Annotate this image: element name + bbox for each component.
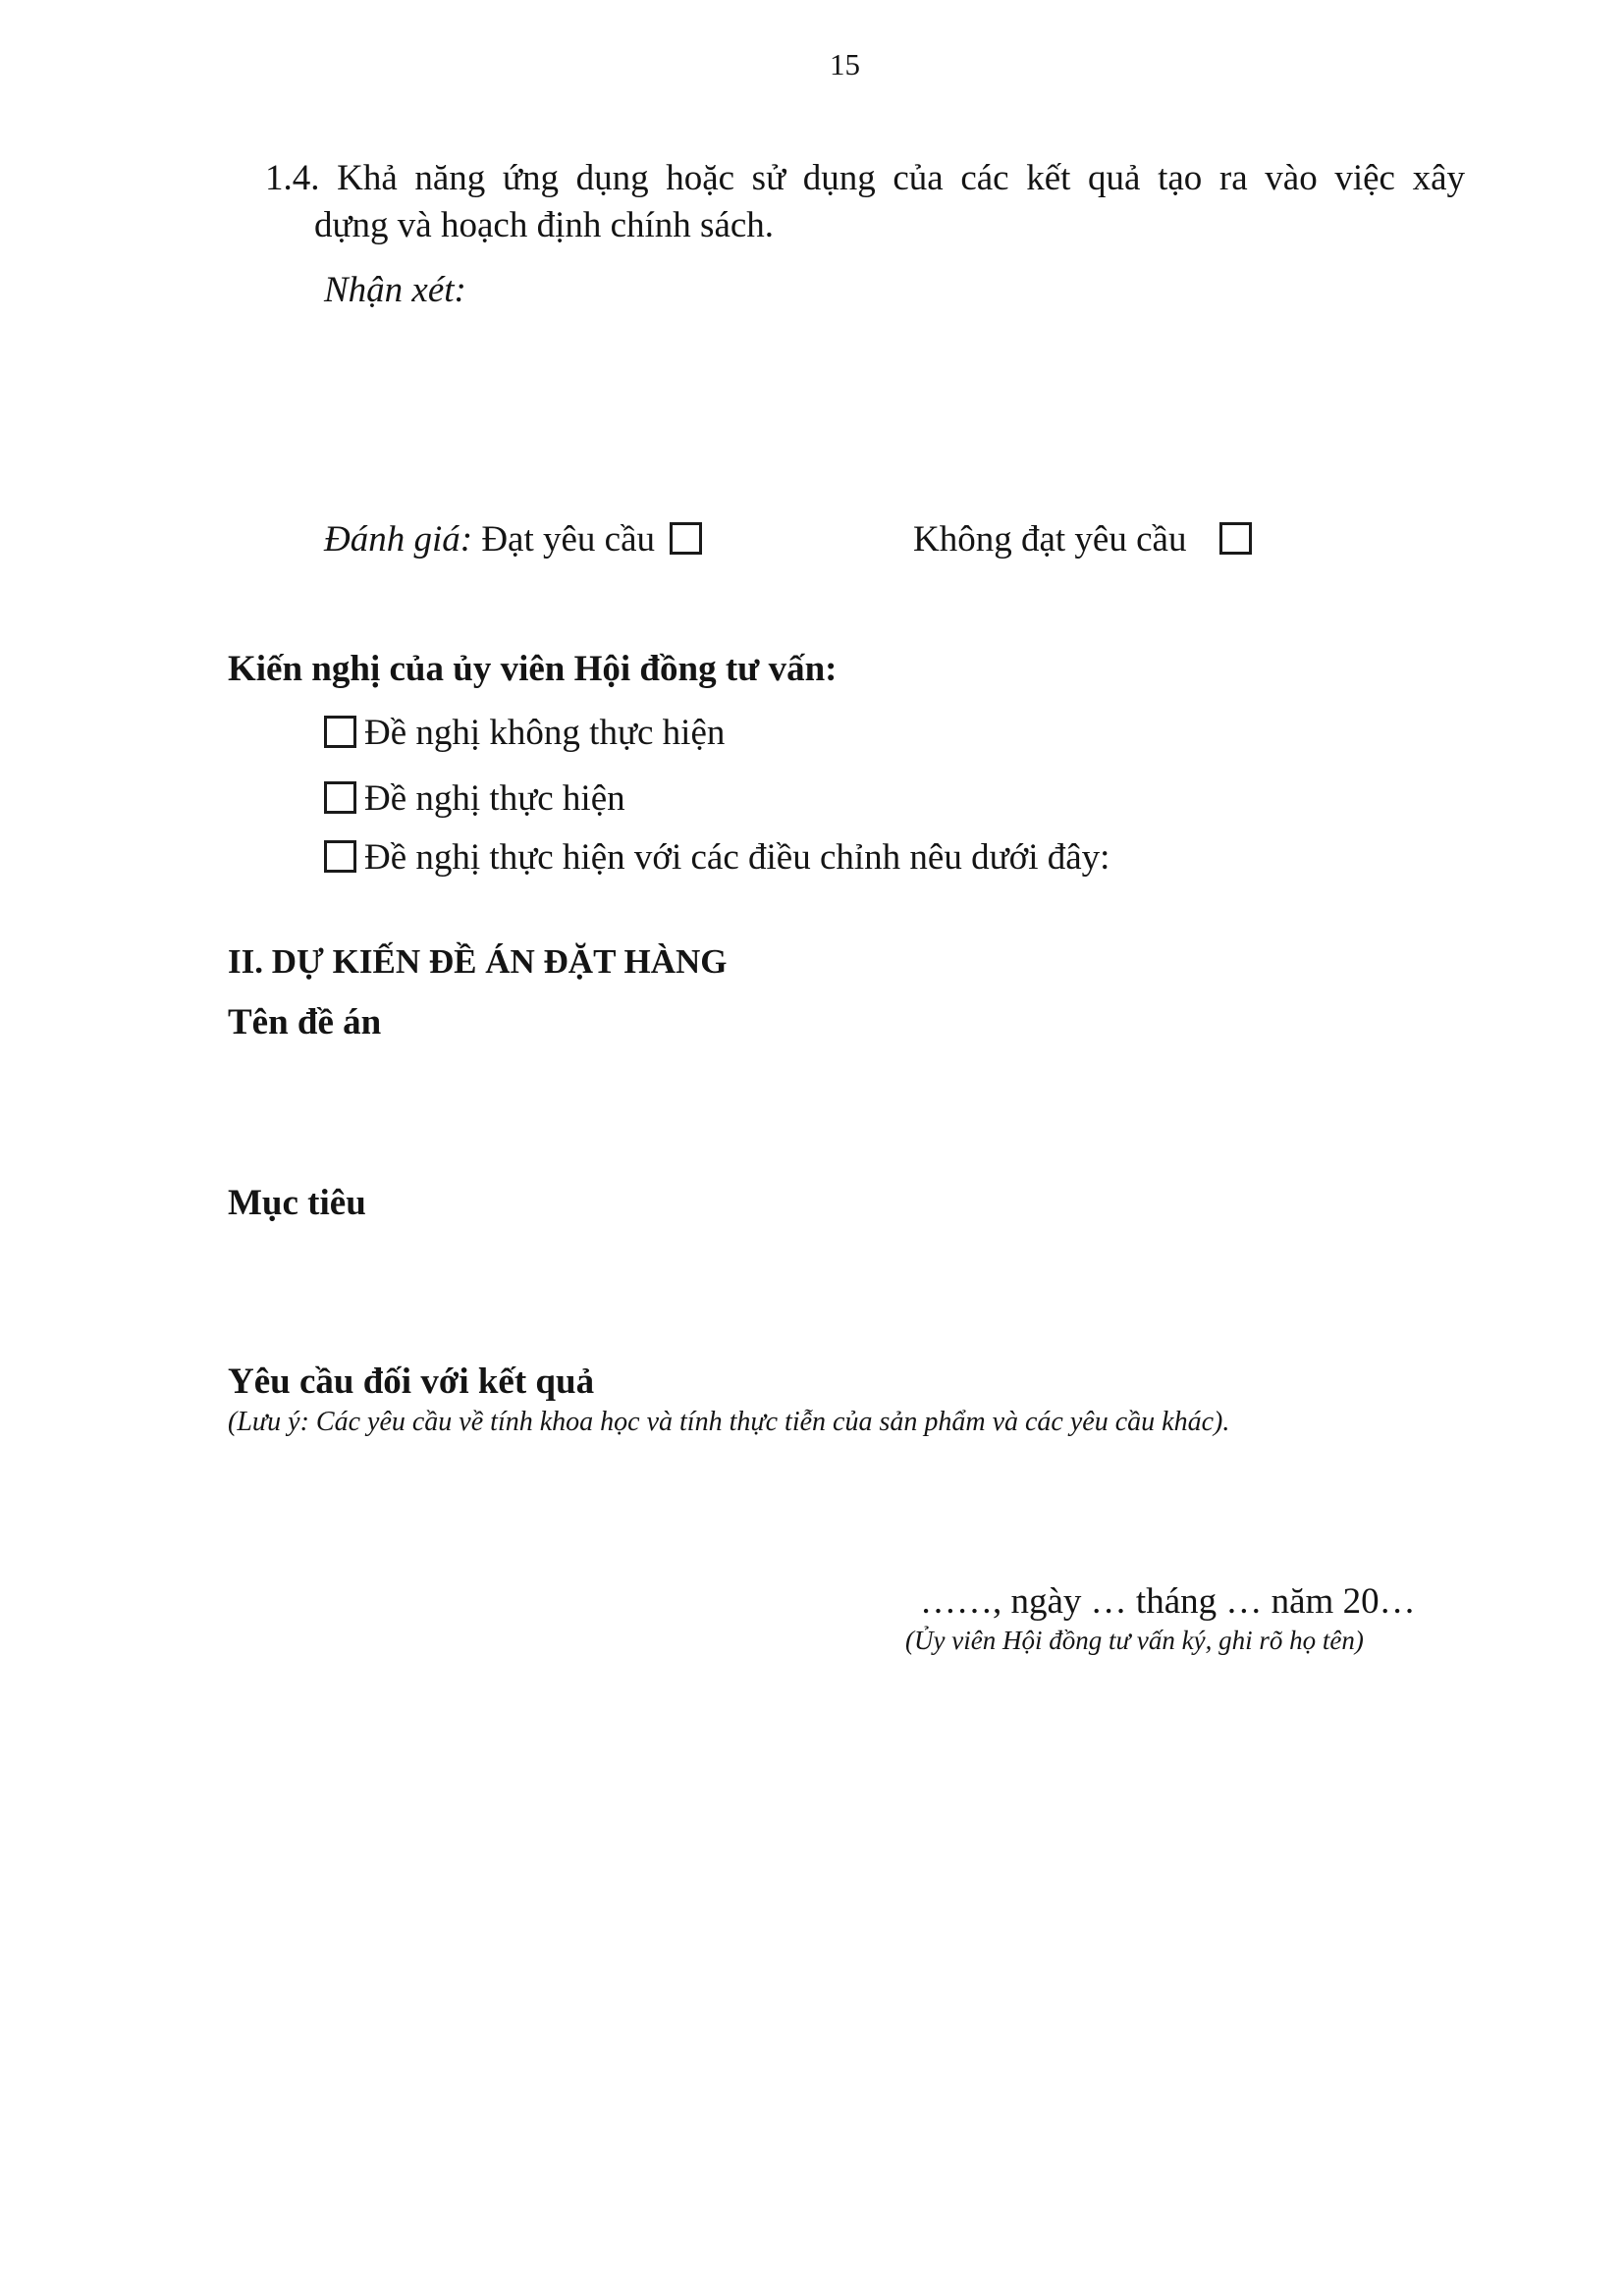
signature-date-line: ……, ngày … tháng … năm 20… — [920, 1581, 1416, 1622]
option-implement — [324, 777, 625, 820]
section-2-heading: II. DỰ KIẾN ĐỀ ÁN ĐẶT HÀNG — [228, 942, 728, 981]
evaluation-label: Đánh giá: — [324, 519, 473, 560]
option-implement-adjusted — [324, 836, 1109, 879]
option-not-implement-checkbox[interactable] — [324, 716, 356, 748]
option-not-implement — [324, 712, 725, 754]
option-implement-adjusted-label: Đề nghị thực hiện với các điều chỉnh nêu dưới đây: — [364, 837, 1110, 878]
fail-label: Không đạt yêu cầu — [913, 519, 1187, 560]
pass-label: Đạt yêu cầu — [481, 519, 656, 560]
option-not-implement-label: Đề nghị không thực hiện — [364, 713, 726, 753]
section-1-4-line-2: dựng và hoạch định chính sách. — [314, 205, 775, 245]
objective-label: Mục tiêu — [228, 1183, 366, 1223]
page-number: 15 — [830, 47, 860, 81]
recommendation-heading: Kiến nghị của ủy viên Hội đồng tư vấn: — [228, 649, 838, 689]
option-implement-label: Đề nghị thực hiện — [364, 778, 625, 819]
pass-checkbox[interactable] — [670, 522, 702, 555]
comment-label: Nhận xét: — [324, 270, 466, 310]
result-requirements-label: Yêu cầu đối với kết quả — [228, 1362, 595, 1402]
fail-checkbox[interactable] — [1219, 522, 1252, 555]
option-implement-adjusted-checkbox[interactable] — [324, 840, 356, 873]
evaluation-pass-group — [324, 518, 702, 561]
option-implement-checkbox[interactable] — [324, 781, 356, 814]
project-name-label: Tên đề án — [228, 1002, 382, 1042]
section-1-4-line-1: 1.4. Khả năng ứng dụng hoặc sử dụng của các kết quả tạo ra vào việc xây — [265, 158, 1465, 198]
evaluation-fail-group — [913, 518, 1252, 561]
result-requirements-note: (Lưu ý: Các yêu cầu về tính khoa học và tính thực tiễn của sản phẩm và các yêu cầu khác). — [228, 1407, 1230, 1437]
signature-note: (Ủy viên Hội đồng tư vấn ký, ghi rõ họ tên) — [905, 1626, 1364, 1655]
